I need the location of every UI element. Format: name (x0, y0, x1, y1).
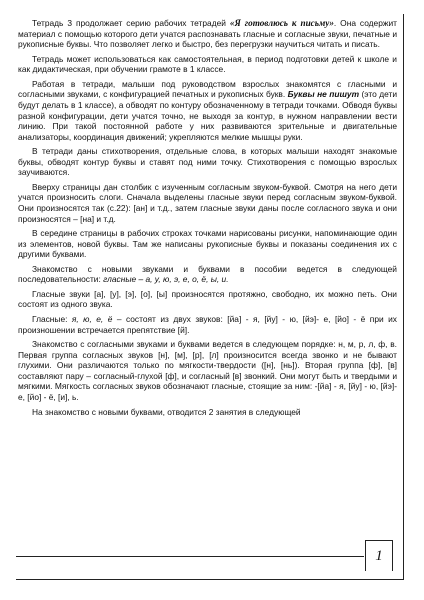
workbook-series-title: «Я готовлюсь к письму» (229, 18, 334, 28)
paragraph (18, 54, 397, 75)
paragraph (18, 18, 397, 50)
text-run: Тетрадь может использоваться как самостоятельная, в период подготовки детей к школе и как дидактическая, при обучении грамоте в 1 классе. (18, 53, 397, 75)
iotated-vowels: я, ю, е, ё (71, 313, 113, 324)
text-run: Гласные звуки [а], [у], [э], [о], [ы] произносятся протяжно, свободно, их можно петь. Они состоят из одного звука. (18, 288, 397, 310)
paragraph (18, 339, 397, 403)
page-number: 1 (365, 540, 393, 571)
vowel-sequence: гласные – а, у, ю, э, е, о, ё, ы, и. (103, 274, 229, 285)
paragraph (18, 289, 397, 310)
text-run: Знакомство с новыми звуками и буквами в пособии ведется в следующей последовательности: (18, 263, 397, 285)
paragraph (18, 182, 397, 224)
text-run: Тетрадь 3 продолжает серию рабочих тетрадей (32, 18, 230, 28)
body-text (18, 18, 397, 421)
text-run: (это дети будут делать в 1 классе), а обводят по контуру обозначенному в тетради точками. Обводя буквы разной конфигурации, дети учатся точно, не выходя за контур, в нужном направлении вести линию. При такой постоянной работе у них развиваются зрительные и двигательные анализаторы, координация движений; укрепляются мелкие мышцы руки. (18, 89, 398, 142)
footer-divider (16, 556, 364, 557)
paragraph (18, 79, 397, 143)
text-run: В середине страницы в рабочих строках точками нарисованы рисунки, напоминающие один из элементов, новой буквы. Там же написаны рукописные буквы и показаны соединения их с другими буквами. (18, 228, 397, 260)
text-run: Гласные: (32, 313, 72, 324)
emphasis-text: Буквы не пишут (287, 89, 360, 100)
text-run: . Она содержит материал с помощью которого дети учатся распознавать гласные и согласные звуки, печатные и рукописные буквы. Что позволяет легко и быстро, без перегрузки научиться читать и писать. (18, 18, 397, 50)
paragraph (18, 228, 397, 260)
text-run: Работая в тетради, малыши под руководством взрослых знакомятся с гласными и согласными звуками, с конфигурацией печатных и рукописных букв. (18, 78, 397, 100)
text-run: Знакомство с согласными звуками и буквами ведется в следующем порядке: н, м, р, л, ф, в. Первая группа согласных звуков [н], [м], [р], [л] произносится всегда звонко и не бывают глухими. Они различаются только по мягкости-твердости ([н], [нь]). Вторая группа [ф], [в] составляют пару – согласный-глухой [ф], и согласный [в] звонкий. Они могут быть и твердыми и мягкими. Мягкость согласных звуков обозначают гласные, стоящие за ним: -[йа] - я, [йу] - ю, [йэ]- е, [йо] - ё, [и], ь. (18, 339, 397, 403)
paragraph (18, 146, 397, 178)
text-run: На знакомство с новыми буквами, отводится 2 занятия в следующей (32, 406, 301, 417)
text-run: В тетради даны стихотворения, отдельные слова, в которых малыши находят знакомые буквы, обводят контур буквы и ставят под ними точку. Стихотворения с помощью взрослых заучиваются. (18, 146, 397, 178)
text-run: – состоят из двух звуков: [йа] - я, [йу] - ю, [йэ]- е, [йо] - ё при их произношении встречается препятствие [й]. (18, 313, 397, 335)
text-run: Вверху страницы дан столбик с изученным согласным звуком-буквой. Смотря на него дети учатся произносить слоги. Сначала выделены гласные звуки перед согласным звуком-буквой. Они произносятся так (с.22): [ан] и т.д., затем гласные звуки даны после согласного звука и они произносятся – [на] и т.д. (18, 181, 397, 224)
page-frame-right (403, 14, 404, 580)
page-frame-bottom (16, 579, 403, 580)
paragraph (18, 314, 397, 335)
paragraph (18, 264, 397, 285)
paragraph (18, 407, 397, 418)
